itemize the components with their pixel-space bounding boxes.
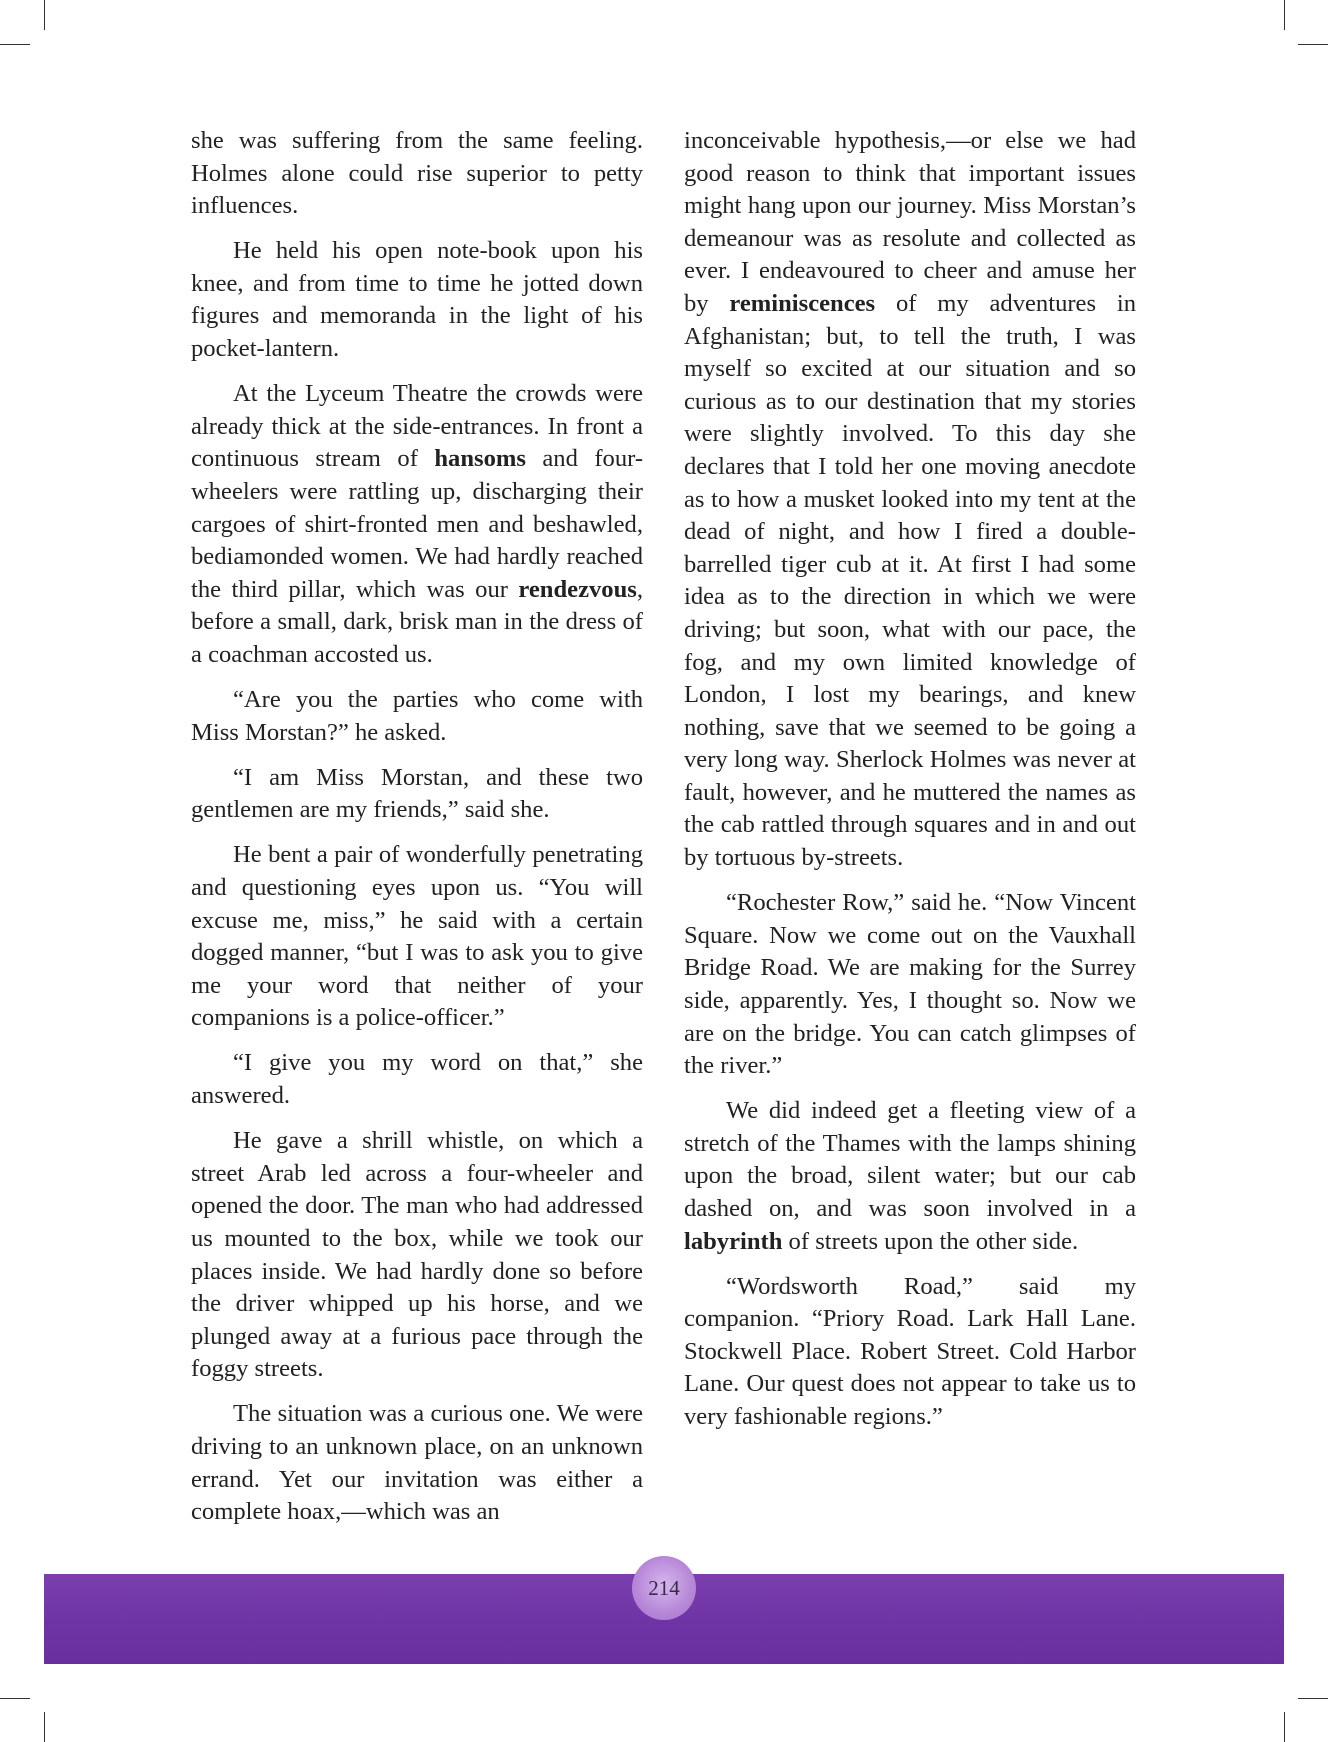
paragraph [191,1125,643,1386]
crop-mark [1298,1698,1328,1699]
crop-mark [1284,0,1285,30]
paragraph [684,1271,1136,1434]
text-run: and four-wheelers were rattling up, discharging their cargoes of shirt-fronted men and beshawled, bediamonded women. We had hardly reached the third pillar, which was our [191,445,644,603]
paragraph [191,125,643,223]
paragraph [684,887,1136,1083]
text-run: “I am Miss Morstan, and these two gentlemen are my friends,” said she. [191,763,643,824]
paragraph [191,684,643,749]
text-run: she was suffering from the same feeling. Holmes alone could rise superior to petty influences. [191,127,643,220]
crop-mark [1298,44,1328,45]
paragraph [191,1398,643,1528]
right-text-column [684,125,1136,1446]
text-run: He gave a shrill whistle, on which a street Arab led across a four-wheeler and opened the door. The man who had addressed us mounted to the box, while we took our places inside. We had hardly done so before the driver whipped up his horse, and we plunged away at a furious pace through the foggy streets. [191,1127,643,1383]
text-run: “I give you my word on that,” she answered. [191,1049,643,1110]
text-run: “Rochester Row,” said he. “Now Vincent Square. Now we come out on the Vauxhall Bridge Road. We are making for the Surrey side, apparently. Yes, I thought so. Now we are on the bridge. You can catch glimpses of the river.” [684,889,1136,1080]
paragraph [191,378,643,671]
text-run: He bent a pair of wonderfully penetrating and questioning eyes upon us. “You will excuse me, miss,” he said with a certain dogged manner, “but I was to ask you to give me your word that neither of your companions is a police-officer.” [191,841,643,1032]
bold-term: hansoms [434,445,526,473]
bold-term: reminiscences [729,289,876,317]
paragraph [191,839,643,1035]
left-text-column [191,125,643,1541]
paragraph [684,1095,1136,1258]
text-run: The situation was a curious one. We were driving to an unknown place, on an unknown errand. Yet our invitation was either a complete hoax,—which was an [191,1400,643,1526]
text-run: of my adventures in Afghanistan; but, to tell the truth, I was myself so excited at our situation and so curious as to our destination that my stories were slightly involved. To this day she declares that I told her one moving anecdote as to how a musket looked into my tent at the dead of night, and how I fired a double-barrelled tiger cub at it. At first I had some idea as to the direction in which we were driving; but soon, what with our pace, the fog, and my own limited knowledge of London, I lost my bearings, and knew nothing, save that we seemed to be going a very long way. Sherlock Holmes was never at fault, however, and he muttered the names as the cab rattled through squares and in and out by tortuous by-streets. [684,289,1136,872]
crop-mark [1284,1712,1285,1742]
text-run: “Are you the parties who come with Miss Morstan?” he asked. [191,686,643,746]
text-run: At the Lyceum Theatre the crowds were already thick at the side-entrances. In front a continuous stream of [191,380,643,473]
page-number: 214 [632,1556,696,1620]
text-run: We did indeed get a fleeting view of a stretch of the Thames with the lamps shining upon the broad, silent water; but our cab dashed on, and was soon involved in a [684,1097,1136,1222]
bold-term: labyrinth [684,1227,783,1255]
text-run: He held his open note-book upon his knee, and from time to time he jotted down figures and memoranda in the light of his pocket-lantern. [191,237,643,363]
bold-term: rendezvous [518,575,637,603]
paragraph [191,1047,643,1112]
paragraph [191,762,643,827]
text-run: of streets upon the other side. [782,1227,1079,1255]
crop-mark [44,0,45,30]
text-run: “Wordsworth Road,” said my companion. “Priory Road. Lark Hall Lane. Stockwell Place. Robert Street. Cold Harbor Lane. Our quest does not appear to take us to very fashionable regions.” [684,1272,1136,1431]
crop-mark [0,1698,30,1699]
crop-mark [0,44,30,45]
text-run: , before a small, dark, brisk man in the dress of a coachman accosted us. [191,575,643,668]
text-run: inconceivable hypothesis,—or else we had good reason to think that important issues might hang upon our journey. Miss Morstan’s demeanour was as resolute and collected as ever. I endeavoured to cheer and amuse her by [684,127,1136,317]
crop-mark [44,1712,45,1742]
paragraph [684,125,1136,875]
paragraph [191,235,643,365]
